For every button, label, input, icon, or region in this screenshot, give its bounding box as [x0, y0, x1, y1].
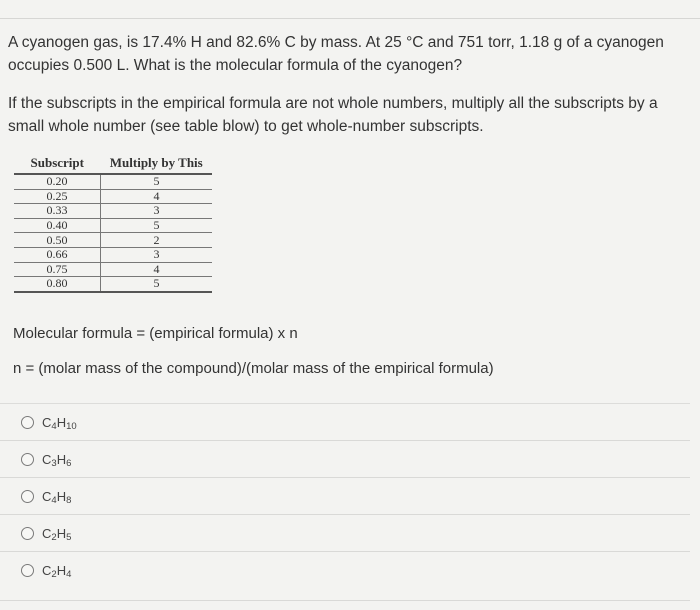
answer-option-label: $C_2H_5$ [42, 525, 72, 543]
carbon-subscript: 2 [51, 568, 57, 580]
table-cell-multiplier: 4 [101, 262, 213, 277]
table-row [14, 174, 212, 189]
table-cell-multiplier: 3 [101, 247, 213, 262]
radio-button[interactable] [21, 453, 34, 466]
table-row [14, 262, 212, 277]
table-cell-subscript: 0.66 [14, 247, 101, 262]
carbon-subscript: 4 [51, 420, 57, 432]
hydrogen-subscript: 4 [66, 568, 72, 580]
hydrogen-subscript: 8 [66, 494, 72, 506]
radio-button[interactable] [21, 416, 34, 429]
question-text: A cyanogen gas, is 17.4% H and 82.6% C by mass. At 25 °C and 751 torr, 1.18 g of a cyanogen occupies 0.500 L. What is the molecular formula of the cyanogen? [8, 34, 664, 74]
answer-option[interactable] [0, 477, 690, 514]
table-row [14, 247, 212, 262]
table-header-subscript: Subscript [14, 152, 101, 174]
table-cell-subscript: 0.75 [14, 262, 101, 277]
answer-option-label: $C_3H_6$ [42, 451, 72, 469]
carbon-subscript: 4 [51, 494, 57, 506]
carbon-subscript: 2 [51, 531, 57, 543]
radio-button[interactable] [21, 490, 34, 503]
table-cell-subscript: 0.33 [14, 204, 101, 219]
table-cell-multiplier: 5 [101, 277, 213, 292]
hydrogen-subscript: 5 [66, 531, 72, 543]
top-divider [0, 18, 700, 19]
table-header-multiply: Multiply by This [101, 152, 213, 174]
table-cell-subscript: 0.50 [14, 233, 101, 248]
radio-button[interactable] [21, 527, 34, 540]
answer-option[interactable] [0, 551, 690, 588]
table-row [14, 189, 212, 204]
answer-option[interactable] [0, 514, 690, 551]
radio-button[interactable] [21, 564, 34, 577]
table-row [14, 218, 212, 233]
table-cell-multiplier: 2 [101, 233, 213, 248]
table-cell-multiplier: 4 [101, 189, 213, 204]
table-row [14, 277, 212, 292]
molecular-formula-equation: Molecular formula = (empirical formula) x n [13, 325, 298, 342]
multiplier-table [14, 152, 212, 293]
answer-option-label: $C_4H_{10}$ [42, 414, 77, 432]
table-row [14, 204, 212, 219]
table-cell-multiplier: 5 [101, 218, 213, 233]
table-cell-multiplier: 5 [101, 174, 213, 189]
table-cell-multiplier: 3 [101, 204, 213, 219]
carbon-subscript: 3 [51, 457, 57, 469]
answer-option[interactable] [0, 440, 690, 477]
table-cell-subscript: 0.20 [14, 174, 101, 189]
answer-option-label: $C_2H_4$ [42, 562, 72, 580]
answer-option-label: $C_4H_8$ [42, 488, 72, 506]
hint-text: If the subscripts in the empirical formula are not whole numbers, multiply all the subscripts by a small whole number (see table blow) to get whole-number subscripts. [8, 95, 658, 135]
hydrogen-subscript: 6 [66, 457, 72, 469]
table-cell-subscript: 0.25 [14, 189, 101, 204]
n-equation: n = (molar mass of the compound)/(molar mass of the empirical formula) [13, 360, 494, 377]
hydrogen-subscript: 10 [66, 420, 77, 432]
answer-choices [0, 403, 690, 588]
table-cell-subscript: 0.80 [14, 277, 101, 292]
table-cell-subscript: 0.40 [14, 218, 101, 233]
bottom-divider [0, 600, 690, 601]
answer-option[interactable] [0, 403, 690, 440]
table-row [14, 233, 212, 248]
